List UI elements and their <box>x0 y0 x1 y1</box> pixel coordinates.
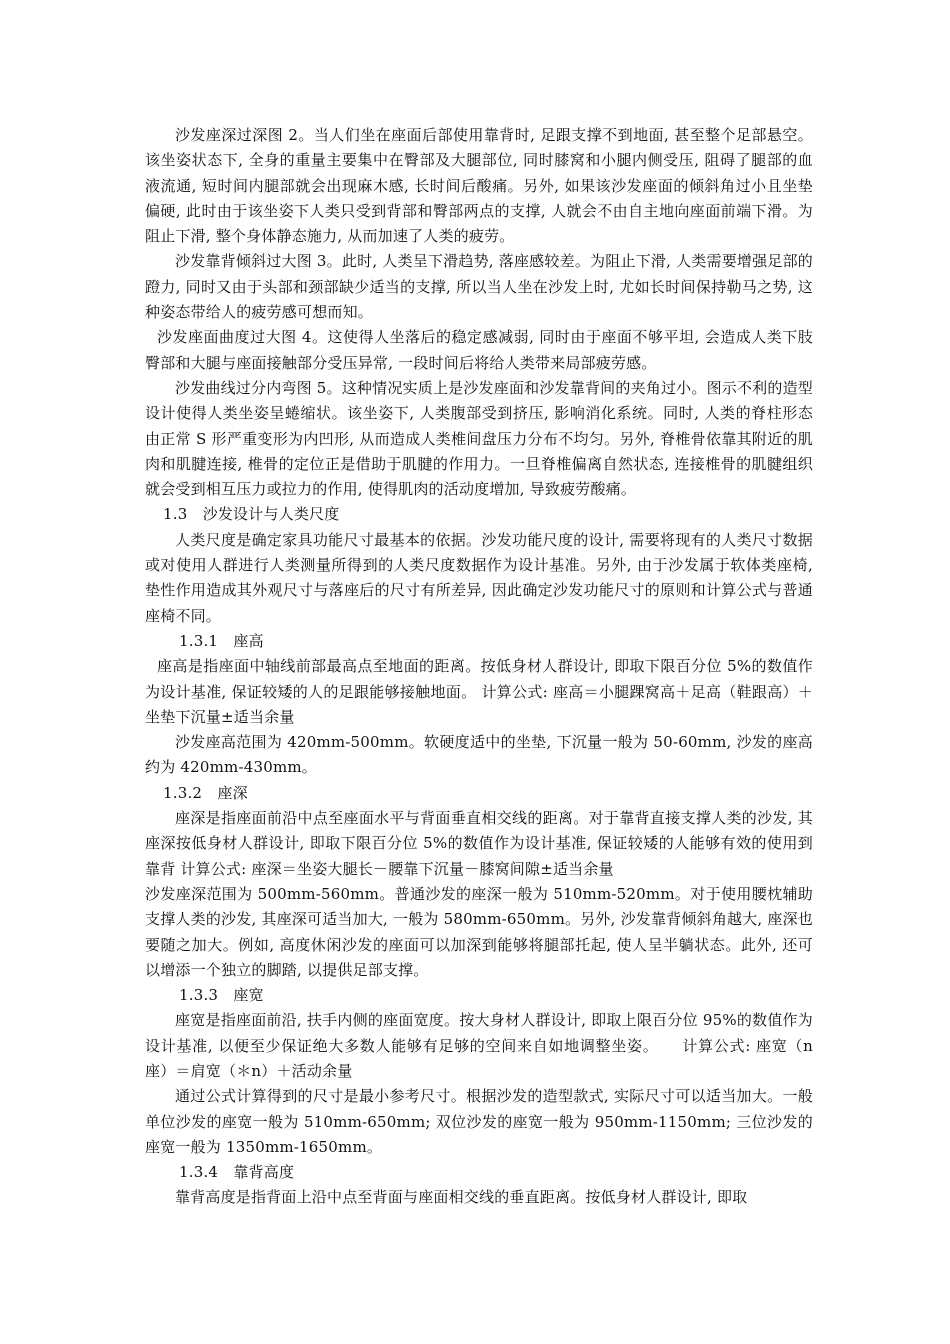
paragraph-seat-height-def: 座高是指座面中轴线前部最高点至地面的距离。按低身材人群设计, 即取下限百分位 5%的数值作为设计基准, 保证较矮的人的足跟能够接触地面。 计算公式: 座高＝小腿踝窝高＋足高（鞋跟高）＋坐垫下沉量±适当余量 <box>145 657 813 726</box>
paragraph-seat-width-def: 座宽是指座面前沿, 扶手内侧的座面宽度。按大身材人群设计, 即取上限百分位 95%的数值作为设计基准, 以便至少保证绝大多数人能够有足够的空间来自如地调整坐姿。 计算公式: 座宽（n 座）＝肩宽（＊n）＋活动余量 <box>145 1011 813 1080</box>
paragraph-human-scale: 人类尺度是确定家具功能尺寸最基本的依据。沙发功能尺度的设计, 需要将现有的人类尺寸数据或对使用人群进行人类测量所得到的人类尺度数据作为设计基准。另外, 由于沙发属于软体类座椅, 垫性作用造成其外观尺寸与落座后的尺寸有所差异, 因此确定沙发功能尺寸的原则和计算公式与普通座椅不同。 <box>145 530 813 625</box>
section-heading-1-3-2: 1.3.2 座深 <box>163 783 248 802</box>
paragraph-backrest-tilt: 沙发靠背倾斜过大图 3。此时, 人类呈下滑趋势, 落座感较差。为阻止下滑, 人类需要增强足部的蹬力, 同时又由于头部和颈部缺少适当的支撑, 所以当人坐在沙发上时, 尤如长时间保持勒马之势, 这种姿态带给人的疲劳感可想而知。 <box>145 252 813 322</box>
paragraph-seat-depth-range: 沙发座深范围为 500mm-560mm。普通沙发的座深一般为 510mm-520mm。对于使用腰枕辅助支撑人类的沙发, 其座深可适当加大, 一般为 580mm-650mm。另外, 沙发靠背倾斜角越大, 座深也要随之加大。例如, 高度休闲沙发的座面可以加深到能够将腿部托起, 使人呈半躺状态。此外, 还可以增添一个独立的脚踏, 以提供足部支撑。 <box>145 884 813 979</box>
section-heading-1-3: 1.3 沙发设计与人类尺度 <box>163 505 340 524</box>
paragraph-seat-depth-def: 座深是指座面前沿中点至座面水平与背面垂直相交线的距离。对于靠背直接支撑人类的沙发, 其座深按低身材人群设计, 即取下限百分位 5%的数值作为设计基准, 保证较矮的人能够有效的使用到靠背 计算公式: 座深＝坐姿大腿长－腰靠下沉量－膝窝间隙±适当余量 <box>145 809 813 878</box>
paragraph-backrest-height-def: 靠背高度是指背面上沿中点至背面与座面相交线的垂直距离。按低身材人群设计, 即取 <box>175 1188 748 1207</box>
section-heading-1-3-3: 1.3.3 座宽 <box>179 986 264 1005</box>
paragraph-curve-inward: 沙发曲线过分内弯图 5。这种情况实质上是沙发座面和沙发靠背间的夹角过小。图示不利的造型设计使得人类坐姿呈蜷缩状。该坐姿下, 人类腹部受到挤压, 影响消化系统。同时, 人类的脊柱形态由正常 S 形严重变形为内凹形, 从而造成人类椎间盘压力分布不均匀。另外, 脊椎骨依靠其附近的肌肉和肌腱连接, 椎骨的定位正是借助于肌腱的作用力。一旦脊椎偏离自然状态, 连接椎骨的肌腱组织就会受到相互压力或拉力的作用, 使得肌肉的活动度增加, 导致疲劳酸痛。 <box>145 378 813 499</box>
section-heading-1-3-4: 1.3.4 靠背高度 <box>179 1163 295 1182</box>
paragraph-seat-depth-too-deep: 沙发座深过深图 2。当人们坐在座面后部使用靠背时, 足跟支撑不到地面, 甚至整个足部悬空。该坐姿状态下, 全身的重量主要集中在臀部及大腿部位, 同时膝窝和小腿内侧受压, 阻碍了腿部的血液流通, 短时间内腿部就会出现麻木感, 长时间后酸痛。另外, 如果该沙发座面的倾斜角过小且坐垫偏硬, 此时由于该坐姿下人类只受到背部和臀部两点的支撑, 人就会不由自主地向座面前端下滑。为阻止下滑, 整个身体静态施力, 从而加速了人类的疲劳。 <box>145 126 813 246</box>
document-body <box>145 123 813 1211</box>
section-heading-1-3-1: 1.3.1 座高 <box>179 631 264 650</box>
paragraph-seat-width-range: 通过公式计算得到的尺寸是最小参考尺寸。根据沙发的造型款式, 实际尺寸可以适当加大。一般单位沙发的座宽一般为 510mm-650mm; 双位沙发的座宽一般为 950mm-1150mm; 三位沙发的座宽一般为 1350mm-1650mm。 <box>145 1087 813 1156</box>
paragraph-seat-curvature: 沙发座面曲度过大图 4。这使得人坐落后的稳定感减弱, 同时由于座面不够平坦, 会造成人类下肢臀部和大腿与座面接触部分受压异常, 一段时间后将给人类带来局部疲劳感。 <box>145 328 813 372</box>
paragraph-seat-height-range: 沙发座高范围为 420mm-500mm。软硬度适中的坐垫, 下沉量一般为 50-60mm, 沙发的座高约为 420mm-430mm。 <box>145 733 813 777</box>
